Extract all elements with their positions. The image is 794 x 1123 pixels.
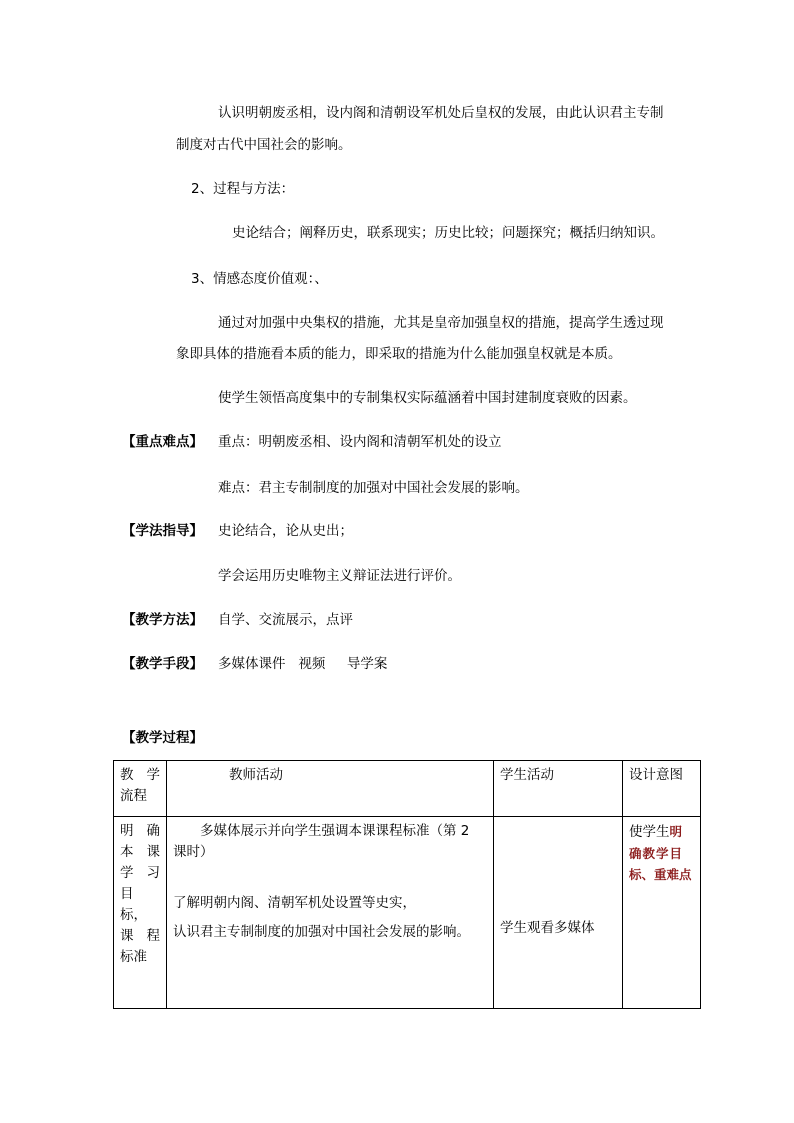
flow-line: 明 确 <box>120 823 160 839</box>
table-row <box>114 817 701 1009</box>
flow-line: 学 习 <box>120 865 160 881</box>
knowledge-line-1: 认识明朝废丞相，设内阁和清朝设军机处后皇权的发展，由此认识君主专制 <box>218 105 664 121</box>
teaching-method-label: 【教学方法】 <box>122 612 203 628</box>
study-guide-line-1: 史论结合，论从史出； <box>218 523 353 539</box>
knowledge-line-2: 制度对古代中国社会的影响。 <box>176 137 352 153</box>
row-flow-cell <box>114 817 167 1009</box>
process-method-heading: 2、过程与方法： <box>191 181 295 197</box>
teaching-method-text: 自学、交流展示，点评 <box>218 612 353 628</box>
header-design-intent: 设计意图 <box>623 761 701 817</box>
key-points-label: 【重点难点】 <box>122 434 203 450</box>
intent-red-1: 明 <box>669 824 684 839</box>
teacher-line-4: 认识君主专制制度的加强对中国社会发展的影响。 <box>173 924 470 940</box>
teaching-means-text: 多媒体课件 视频 导学案 <box>218 656 388 672</box>
flow-line: 课 程 <box>120 928 160 944</box>
key-point-text: 重点：明朝废丞相、设内阁和清朝军机处的设立 <box>218 434 502 450</box>
row-teacher-cell <box>167 817 494 1009</box>
emotion-line-2: 象即具体的措施看本质的能力，即采取的措施为什么能加强皇权就是本质。 <box>176 346 622 362</box>
emotion-line-1: 通过对加强中央集权的措施，尤其是皇帝加强皇权的措施，提高学生透过现 <box>218 315 664 331</box>
study-guide-label: 【学法指导】 <box>122 523 203 539</box>
emotion-heading: 3、情感态度价值观：、 <box>191 271 328 287</box>
intent-line-3: 标、重难点 <box>629 867 692 882</box>
flow-line: 目标， <box>120 886 147 923</box>
header-teacher-activity: 教师活动 <box>167 761 494 817</box>
emotion-line-3: 使学生领悟高度集中的专制集权实际蕴涵着中国封建制度衰败的因素。 <box>218 390 637 406</box>
intent-line-1 <box>629 821 694 843</box>
header-flow-line-2: 流程 <box>120 788 147 804</box>
process-method-text: 史论结合；阐释历史，联系现实；历史比较；问题探究；概括归纳知识。 <box>232 225 664 241</box>
row-student-cell <box>494 817 623 1009</box>
teacher-line-1: 多媒体展示并向学生强调本课课程标准（第 2 <box>200 823 470 839</box>
difficult-point-text: 难点：君主专制制度的加强对中国社会发展的影响。 <box>218 480 529 496</box>
teaching-means-label: 【教学手段】 <box>122 656 203 672</box>
table-header-row <box>114 761 701 817</box>
flow-line: 本 课 <box>120 844 160 860</box>
header-flow <box>114 761 167 817</box>
study-guide-line-2: 学会运用历史唯物主义辩证法进行评价。 <box>218 568 461 584</box>
student-activity-text: 学生观看多媒体 <box>500 920 595 936</box>
header-flow-line-1: 教 学 <box>120 767 160 783</box>
teaching-process-label: 【教学过程】 <box>122 730 203 746</box>
row-intent-cell <box>623 817 701 1009</box>
intent-line-2: 确教学目 <box>629 846 684 861</box>
teacher-line-3: 了解明朝内阁、清朝军机处设置等史实， <box>173 895 416 911</box>
teaching-process-table <box>113 760 701 1009</box>
flow-line: 标准 <box>120 949 147 965</box>
teacher-line-2: 课时） <box>173 844 214 860</box>
header-student-activity: 学生活动 <box>494 761 623 817</box>
intent-prefix: 使学生 <box>629 824 670 840</box>
